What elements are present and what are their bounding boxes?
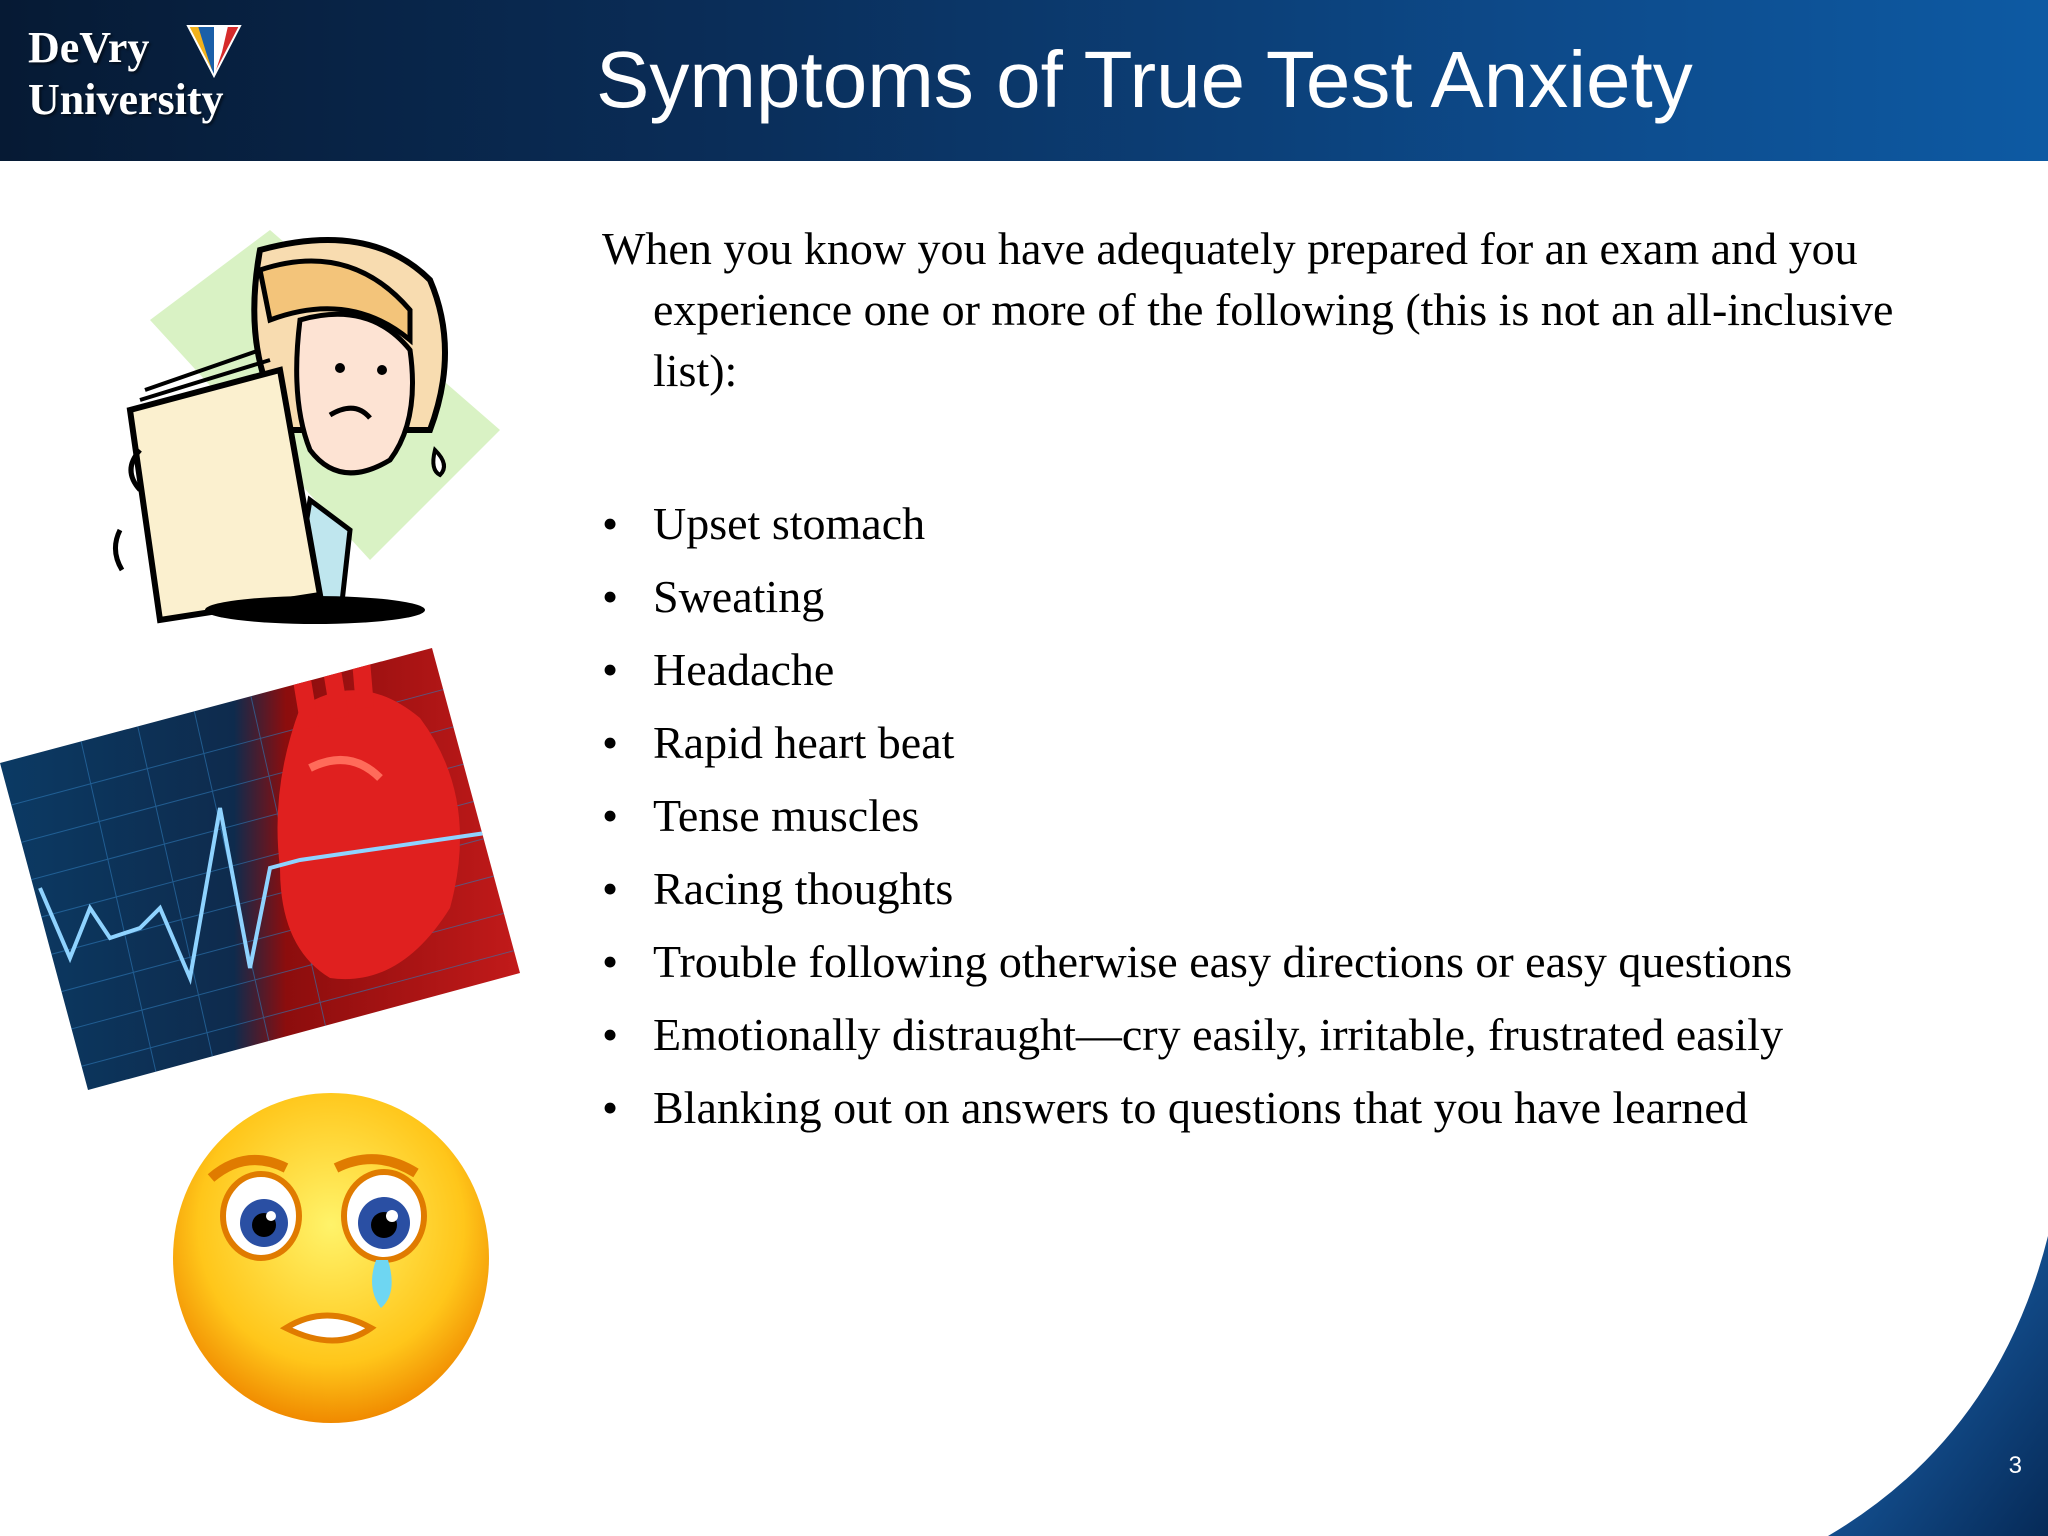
list-item [602,566,1902,627]
anxious-student-reading-icon [110,200,510,630]
slide-body [602,218,1902,1150]
bullet-icon: • [602,644,619,695]
list-item-text: Trouble following otherwise easy directions or easy questions [653,936,1793,987]
page-number: 3 [2008,1452,2022,1479]
logo-line-devry: DeVry [28,23,150,72]
list-item-text: Racing thoughts [653,863,954,914]
list-item [602,785,1902,846]
heart-ekg-icon [0,648,524,1090]
list-item-text: Headache [653,644,835,695]
slide-title: Symptoms of True Test Anxiety [596,35,1693,124]
devry-logo [28,22,258,137]
list-item [602,712,1902,773]
bullet-icon: • [602,1082,619,1133]
list-item [602,1077,1902,1138]
bullet-icon: • [602,936,619,987]
list-item-text: Rapid heart beat [653,717,955,768]
bullet-icon: • [602,863,619,914]
list-item [602,639,1902,700]
list-item [602,931,1902,992]
list-item-text: Sweating [653,571,825,622]
list-item [602,858,1902,919]
shield-icon [184,22,244,82]
bullet-icon: • [602,790,619,841]
corner-swoosh [1828,1236,2048,1536]
list-item-text: Blanking out on answers to questions that you have learned [653,1082,1748,1133]
bullet-icon: • [602,717,619,768]
logo-line-university: University [28,75,224,124]
list-item-text: Upset stomach [653,498,926,549]
list-item-text: Tense muscles [653,790,920,841]
slide-header [0,0,2048,161]
list-item-text: Emotionally distraught—cry easily, irritable, frustrated easily [653,1009,1784,1060]
list-item [602,1004,1902,1065]
symptom-list [602,493,1902,1138]
bullet-icon: • [602,571,619,622]
crying-face-icon [166,1088,496,1428]
bullet-icon: • [602,498,619,549]
bullet-icon: • [602,1009,619,1060]
list-item [602,493,1902,554]
intro-paragraph: When you know you have adequately prepared for an exam and you experience one or more of the following (this is not an all-inclusive list): [602,223,1894,396]
